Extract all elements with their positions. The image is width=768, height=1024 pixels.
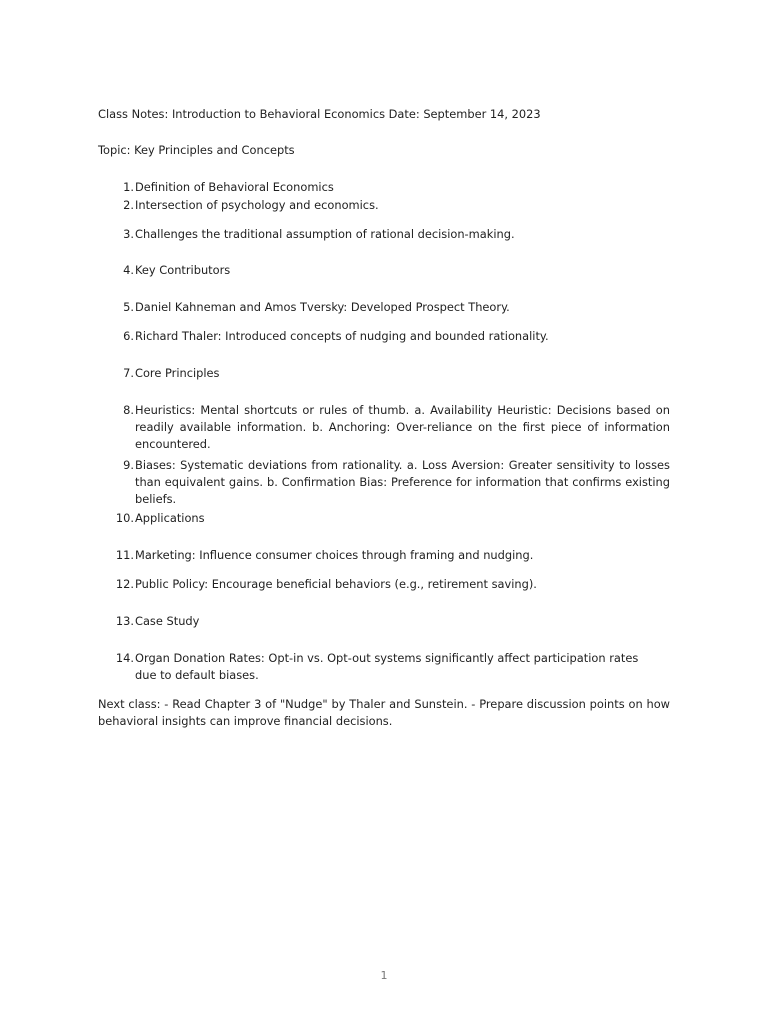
list-item-text: Applications <box>135 511 205 525</box>
list-item-number: 2. <box>123 198 134 212</box>
topic-line: Topic: Key Principles and Concepts <box>98 143 295 157</box>
list-item-number: 12. <box>115 577 134 591</box>
list-item-number: 4. <box>123 263 134 277</box>
list-item-text: Definition of Behavioral Economics <box>135 180 334 194</box>
list-item-number: 5. <box>123 300 134 314</box>
list-item-number: 3. <box>123 227 134 241</box>
list-item-number: 8. <box>123 403 134 417</box>
list-item-text: Biases: Systematic deviations from rationality. a. Loss Aversion: Greater sensitivity to losses than equivalent gains. b. Confirmation Bias: Preference for information that confirms existing beliefs. <box>135 458 670 506</box>
list-item-number: 11. <box>115 548 134 562</box>
list-item-text: Public Policy: Encourage beneficial behaviors (e.g., retirement saving). <box>135 577 537 591</box>
next-class-note: Next class: - Read Chapter 3 of "Nudge" by Thaler and Sunstein. - Prepare discussion points on how behavioral insights can improve financial decisions. <box>98 697 670 728</box>
list-item-number: 6. <box>123 329 134 343</box>
page-number: 1 <box>380 969 388 982</box>
list-item-text: Intersection of psychology and economics. <box>135 198 379 212</box>
list-item-text: Challenges the traditional assumption of rational decision-making. <box>135 227 515 241</box>
list-item-text: Richard Thaler: Introduced concepts of nudging and bounded rationality. <box>135 329 549 343</box>
list-item-number: 13. <box>115 614 134 628</box>
list-item-text: Key Contributors <box>135 263 231 277</box>
list-item-text: Daniel Kahneman and Amos Tversky: Developed Prospect Theory. <box>135 300 510 314</box>
list-item-text: Marketing: Influence consumer choices through framing and nudging. <box>135 548 534 562</box>
list-item-number: 14. <box>115 651 134 665</box>
list-item-text: Organ Donation Rates: Opt-in vs. Opt-out systems significantly affect participation rates due to default biases. <box>135 651 639 682</box>
list-item-text: Core Principles <box>135 366 220 380</box>
header-line: Class Notes: Introduction to Behavioral Economics Date: September 14, 2023 <box>98 107 541 121</box>
list-item-number: 10. <box>115 511 134 525</box>
list-item-number: 7. <box>123 366 134 380</box>
list-item-text: Case Study <box>135 614 200 628</box>
list-item-text: Heuristics: Mental shortcuts or rules of thumb. a. Availability Heuristic: Decisions based on readily available information. b. Anchoring: Over-reliance on the first piece of information encountered. <box>135 403 670 451</box>
list-item-number: 9. <box>123 458 134 472</box>
list-item-number: 1. <box>123 180 134 194</box>
